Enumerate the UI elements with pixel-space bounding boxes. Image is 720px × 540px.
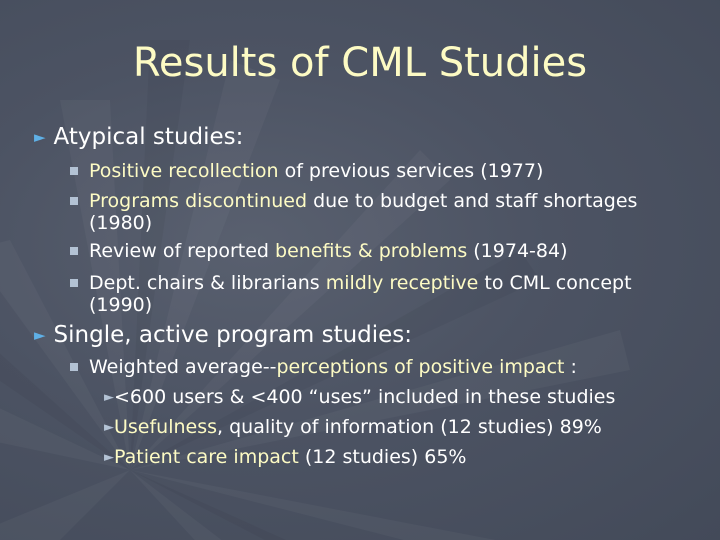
square-bullet-icon: [70, 247, 78, 255]
sub-bullet-highlight: Usefulness: [114, 416, 218, 438]
sub-bullet-item: [104, 446, 466, 468]
bullet-highlight: benefits & problems: [275, 240, 468, 262]
bullet-item: [68, 272, 698, 316]
sub-bullet-highlight: Patient care impact: [114, 446, 299, 468]
slide-title: Results of CML Studies: [132, 40, 588, 86]
bullet-item: [68, 190, 698, 234]
bullet-highlight: perceptions of positive impact: [276, 356, 565, 378]
sub-bullet-item: [104, 386, 615, 408]
bullet-text: Weighted average--: [89, 356, 277, 378]
sub-bullet-text: , quality of information (12 studies) 89%: [217, 416, 602, 438]
bullet-text: due to budget and staff shortages (1980): [89, 190, 638, 234]
bullet-item: [68, 240, 698, 262]
sub-bullet-text: <600 users & <400 “uses” included in these studies: [114, 386, 616, 408]
square-bullet-icon: [70, 279, 78, 287]
bullet-text: of previous services (1977): [278, 160, 544, 182]
bullet-text: (1974-84): [467, 240, 568, 262]
bullet-text: to CML concept (1990): [89, 272, 632, 316]
bullet-highlight: Positive recollection: [89, 160, 279, 182]
section-heading-single-active: [34, 322, 412, 348]
arrow-bullet-icon: ►: [104, 450, 114, 465]
bullet-text: Review of reported: [89, 240, 276, 262]
bullet-highlight: Programs discontinued: [89, 190, 308, 212]
sub-bullet-item: [104, 416, 602, 438]
square-bullet-icon: [70, 197, 78, 205]
arrow-bullet-icon: ►: [34, 326, 46, 344]
arrow-bullet-icon: ►: [104, 390, 114, 405]
bullet-item: [68, 160, 698, 182]
bullet-text: :: [564, 356, 577, 378]
bullet-text: Dept. chairs & librarians: [89, 272, 326, 294]
section-heading-atypical: [34, 124, 243, 150]
square-bullet-icon: [70, 363, 78, 371]
sub-bullet-text: (12 studies) 65%: [298, 446, 467, 468]
arrow-bullet-icon: ►: [34, 128, 46, 146]
bullet-item: [68, 356, 698, 378]
square-bullet-icon: [70, 167, 78, 175]
arrow-bullet-icon: ►: [104, 420, 114, 435]
bullet-highlight: mildly receptive: [325, 272, 479, 294]
section-heading-text: Single, active program studies:: [53, 322, 413, 348]
section-heading-text: Atypical studies:: [53, 124, 244, 150]
